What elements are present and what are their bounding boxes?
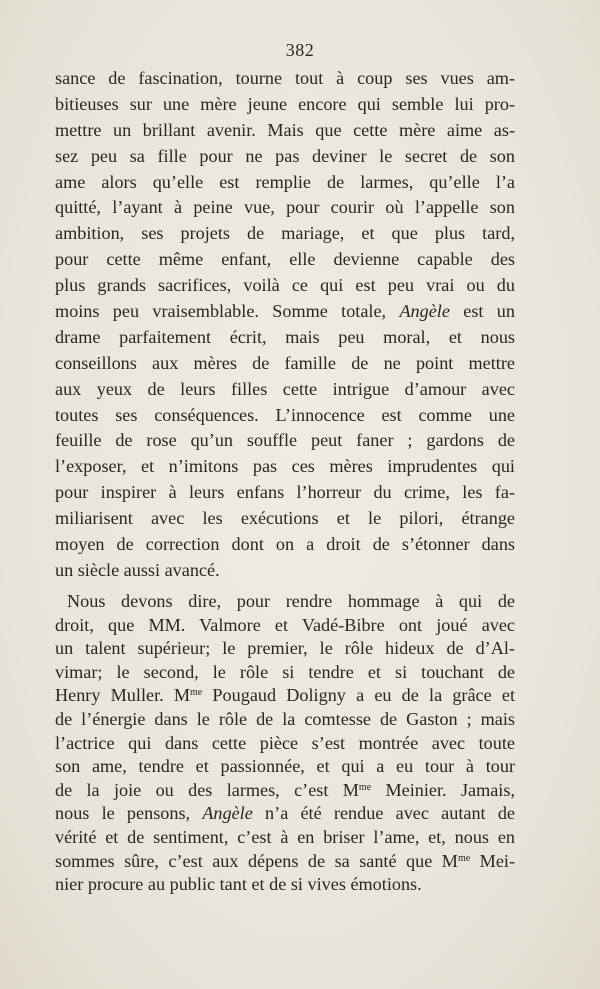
text-segment: pour inspirer à leurs enfans l’horreur du crime, les fa-	[55, 482, 515, 503]
text-line	[55, 708, 515, 732]
text-segment: n’a été rendue avec autant de	[252, 803, 515, 824]
text-segment: conseillons aux mères de famille de ne point mettre	[55, 352, 515, 373]
text-segment: Pougaud Doligny a eu de la grâce et	[202, 685, 515, 706]
paragraph-1	[55, 66, 515, 584]
text-line	[55, 247, 515, 273]
text-segment: plus grands sacrifices, voilà ce qui est peu vrai ou du	[55, 275, 515, 296]
text-line	[55, 661, 515, 685]
text-segment: ambition, ses projets de mariage, et que plus tard,	[55, 223, 515, 244]
text-line	[55, 221, 515, 247]
text-segment: moyen de correction dont on a droit de s’étonner dans	[55, 534, 515, 555]
text-line	[55, 873, 515, 897]
text-segment: est un	[449, 301, 515, 322]
text-segment: l’exposer, et n’imitons pas ces mères imprudentes qui	[55, 456, 515, 477]
text-segment: Mei-	[470, 850, 515, 871]
text-line	[55, 325, 515, 351]
text-line	[55, 637, 515, 661]
text-segment: l’actrice qui dans cette pièce s’est montrée avec toute	[55, 732, 515, 753]
text-line	[55, 273, 515, 299]
text-segment: de la joie ou des larmes, c’est M	[55, 779, 359, 800]
italic-title: Angèle	[399, 301, 450, 322]
italic-title: Angèle	[202, 803, 253, 824]
text-line	[55, 118, 515, 144]
text-segment: ame alors qu’elle est remplie de larmes, qu’elle l’a	[55, 171, 515, 192]
text-line	[55, 732, 515, 756]
paragraph-2	[55, 590, 515, 897]
text-line	[55, 144, 515, 170]
text-segment: miliarisent avec les exécutions et le pilori, étrange	[55, 508, 515, 529]
text-segment: de l’énergie dans le rôle de la comtesse de Gaston ; mais	[55, 708, 515, 729]
text-segment: Meinier. Jamais,	[371, 779, 515, 800]
text-line	[55, 802, 515, 826]
superscript: me	[190, 687, 203, 699]
text-segment: sance de fascination, tourne tout à coup ses vues am-	[55, 68, 515, 88]
superscript: me	[457, 852, 471, 864]
text-line	[55, 779, 515, 803]
text-segment: sez peu sa fille pour ne pas deviner le secret de son	[55, 145, 515, 166]
text-segment: Nous devons dire, pour rendre hommage à qui de	[67, 591, 515, 611]
text-segment: droit, que MM. Valmore et Vadé-Bibre ont joué avec	[55, 614, 515, 635]
text-line	[55, 850, 515, 874]
text-line	[55, 195, 515, 221]
text-segment: Henry Muller. M	[55, 685, 191, 706]
text-segment: vérité et de sentiment, c’est à en briser l’ame, et, nous en	[55, 826, 515, 847]
text-line	[55, 532, 515, 558]
text-line	[55, 92, 515, 118]
text-segment: aux yeux de leurs filles cette intrigue d’amour avec	[55, 378, 515, 399]
text-line	[55, 614, 515, 638]
text-line	[55, 403, 515, 429]
text-segment: vimar; le second, le rôle si tendre et si touchant de	[55, 661, 515, 682]
text-line	[55, 377, 515, 403]
text-line	[55, 480, 515, 506]
text-segment: un siècle aussi avancé.	[55, 559, 220, 580]
text-segment: un talent supérieur; le premier, le rôle hideux de d’Al-	[55, 638, 515, 659]
text-segment: son ame, tendre et passionnée, et qui a eu tour à tour	[55, 756, 515, 777]
page-number: 382	[285, 40, 315, 60]
text-segment: toutes ses conséquences. L’innocence est comme une	[55, 404, 515, 425]
text-line	[55, 454, 515, 480]
text-line	[55, 684, 515, 708]
text-segment: nier procure au public tant et de si vives émotions.	[55, 874, 422, 895]
text-segment: moins peu vraisemblable. Somme totale,	[55, 301, 400, 322]
text-line	[55, 428, 515, 454]
text-segment: feuille de rose qu’un souffle peut faner ; gardons de	[55, 430, 515, 451]
superscript: me	[358, 781, 372, 793]
text-line	[55, 826, 515, 850]
text-segment: mettre un brillant avenir. Mais que cette mère aime as-	[55, 119, 515, 140]
text-line	[55, 66, 515, 92]
text-segment: bitieuses sur une mère jeune encore qui semble lui pro-	[55, 93, 515, 114]
text-segment: sommes sûre, c’est aux dépens de sa santé que M	[55, 850, 458, 871]
text-segment: drame parfaitement écrit, mais peu moral, et nous	[55, 326, 515, 347]
text-segment: quitté, l’ayant à peine vue, pour courir où l’appelle son	[55, 197, 515, 218]
text-line	[55, 590, 515, 614]
text-line	[55, 558, 515, 584]
text-segment: pour cette même enfant, elle devienne capable des	[55, 249, 515, 270]
text-line	[55, 506, 515, 532]
text-segment: nous le pensons,	[55, 803, 203, 824]
text-line	[55, 351, 515, 377]
text-line	[55, 755, 515, 779]
text-line	[55, 170, 515, 196]
text-line	[55, 299, 515, 325]
